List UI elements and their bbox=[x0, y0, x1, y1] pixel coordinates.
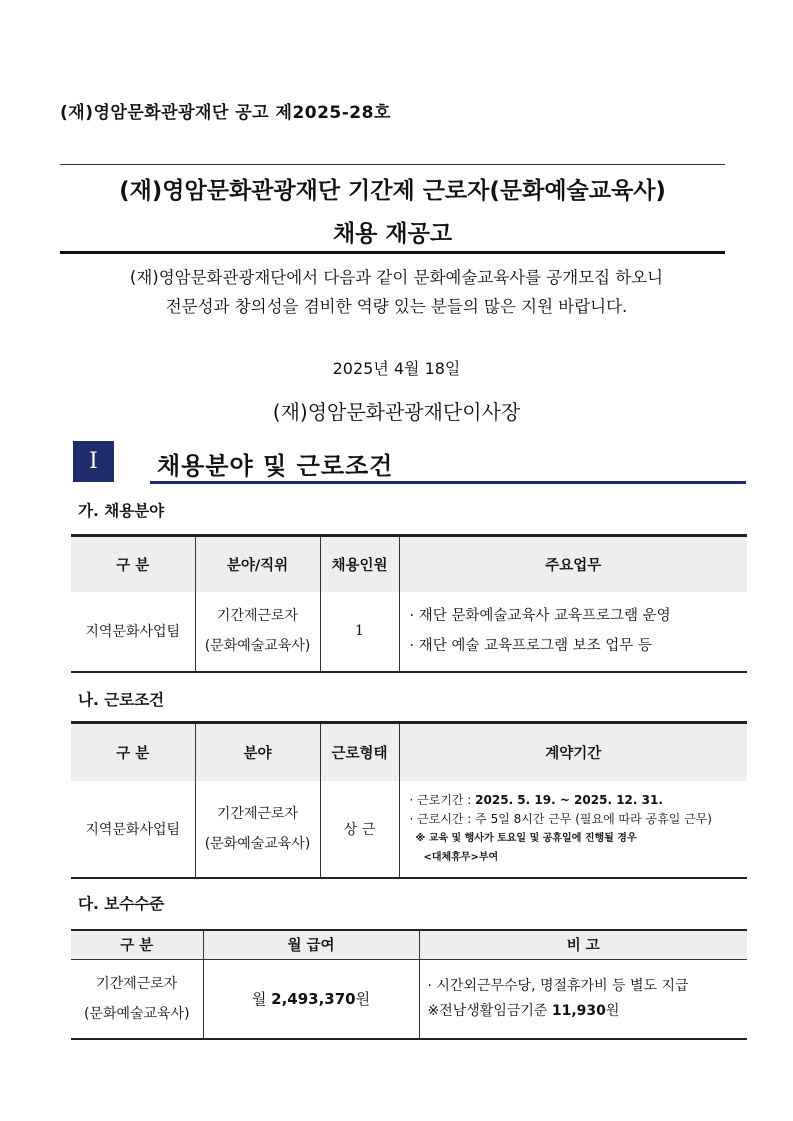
position-line1: 기간제근로자 bbox=[216, 608, 299, 624]
notice-number: (재)영암문화관광재단 공고 제2025-28호 bbox=[60, 103, 391, 123]
document-title-line1: (재)영암문화관광재단 기간제 근로자(문화예술교육사) bbox=[119, 178, 666, 204]
header-remarks: 비 고 bbox=[419, 930, 747, 959]
header-duties: 주요업무 bbox=[399, 536, 747, 592]
working-conditions-table bbox=[71, 721, 747, 879]
period-row bbox=[410, 791, 748, 810]
subsection-b-title: 나. 근로조건 bbox=[78, 691, 165, 709]
salary-prefix: 월 bbox=[251, 990, 272, 1009]
intro-line2: 전문성과 창의성을 겸비한 역량 있는 분들의 많은 지원 바랍니다. bbox=[165, 297, 628, 316]
header-division: 구 분 bbox=[71, 930, 203, 959]
holiday-note: ※ 교육 및 행사가 토요일 및 공휴일에 진행될 경우 bbox=[415, 832, 637, 844]
field-line1: 기간제근로자 bbox=[216, 805, 299, 822]
remark-living-wage bbox=[428, 999, 748, 1024]
cell-duties bbox=[399, 592, 747, 672]
period-value: 2025. 5. 19. ~ 2025. 12. 31. bbox=[475, 792, 663, 807]
remark-allowance: · 시간외근무수당, 명절휴가비 등 별도 지급 bbox=[427, 977, 689, 994]
section-number-badge: I bbox=[73, 441, 114, 482]
duty-item: · 재단 문화예술교육사 교육프로그램 운영 bbox=[409, 608, 671, 624]
header-position: 분야/직위 bbox=[195, 536, 320, 592]
header-division: 구 분 bbox=[71, 723, 195, 781]
hours-row: · 근로시간 : 주 5일 8시간 근무 (필요에 따라 공휴일 근무) bbox=[409, 811, 712, 826]
cell-division: 지역문화사업팀 bbox=[71, 592, 195, 672]
salary-value: 2,493,370 bbox=[271, 990, 356, 1009]
living-wage-suffix: 원 bbox=[605, 1002, 620, 1019]
subsection-a-title: 가. 채용분야 bbox=[78, 502, 165, 520]
intro-line1: (재)영암문화관광재단에서 다음과 같이 문화예술교육사를 공개모집 하오니 bbox=[129, 268, 664, 287]
cell-division: 지역문화사업팀 bbox=[71, 781, 195, 878]
header-contract-period: 계약기간 bbox=[399, 723, 747, 781]
header-work-type: 근로형태 bbox=[320, 723, 399, 781]
division-line2: (문화예술교육사) bbox=[83, 1005, 190, 1022]
header-count: 채용인원 bbox=[320, 536, 399, 592]
salary-suffix: 원 bbox=[355, 990, 371, 1009]
document-title-line2: 채용 재공고 bbox=[332, 221, 453, 247]
living-wage-label: ※전남생활임금기준 bbox=[427, 1002, 552, 1019]
cell-field bbox=[195, 781, 320, 878]
notice-date: 2025년 4월 18일 bbox=[332, 359, 461, 378]
header-field: 분야 bbox=[195, 723, 320, 781]
salary-table bbox=[71, 929, 747, 1040]
cell-contract-period bbox=[399, 781, 747, 878]
living-wage-value: 11,930 bbox=[551, 1002, 606, 1019]
header-division: 구 분 bbox=[71, 536, 195, 592]
cell-position bbox=[195, 592, 320, 672]
section-title: 채용분야 및 근로조건 bbox=[157, 452, 394, 480]
position-line2: (문화예술교육사) bbox=[204, 638, 311, 654]
division-line1: 기간제근로자 bbox=[96, 975, 178, 992]
recruitment-field-table bbox=[71, 534, 747, 673]
cell-remarks bbox=[419, 959, 747, 1039]
cell-monthly-pay bbox=[203, 959, 419, 1039]
title-bottom-rule bbox=[60, 251, 725, 254]
cell-work-type: 상 근 bbox=[320, 781, 399, 878]
field-line2: (문화예술교육사) bbox=[204, 835, 311, 852]
section-underline bbox=[150, 481, 746, 484]
cell-division bbox=[71, 959, 203, 1039]
duty-item: · 재단 예술 교육프로그램 보조 업무 등 bbox=[409, 638, 652, 654]
period-label: · 근로기간 : bbox=[409, 792, 476, 807]
header-monthly-pay: 월 급여 bbox=[203, 930, 419, 959]
title-top-rule bbox=[60, 164, 725, 165]
signer: (재)영암문화관광재단이사장 bbox=[272, 400, 521, 424]
substitute-leave-note: <대체휴무>부여 bbox=[423, 851, 499, 863]
subsection-c-title: 다. 보수수준 bbox=[78, 895, 165, 913]
cell-count: 1 bbox=[320, 592, 399, 672]
